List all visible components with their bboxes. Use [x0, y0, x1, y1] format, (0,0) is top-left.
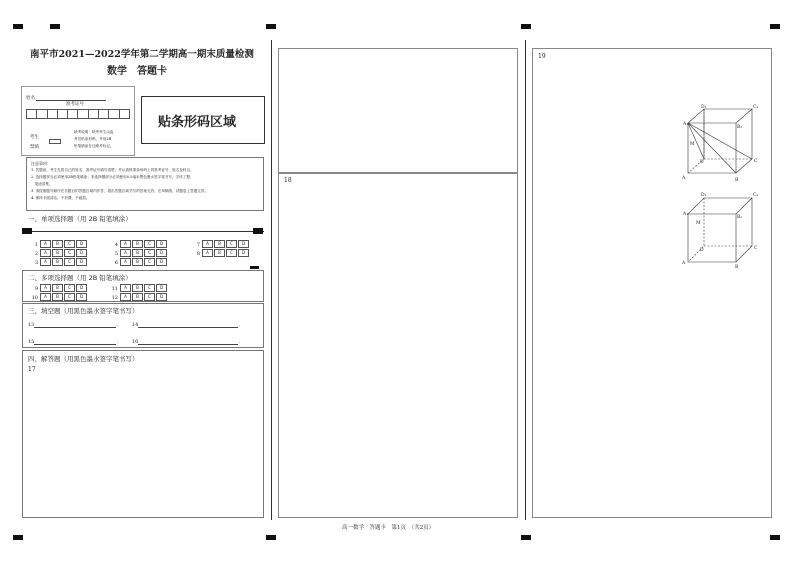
cube-figure-bottom	[680, 190, 770, 270]
name-label: 姓名	[26, 96, 35, 101]
choice-row[interactable]: 8 A B C D	[192, 249, 250, 257]
column-divider	[525, 40, 526, 520]
barcode-area: 贴条形码区域	[141, 96, 265, 144]
cube-label: D	[700, 248, 704, 253]
cube-label: A₁	[683, 212, 689, 217]
candidate-info-box	[21, 86, 135, 156]
notice-line: 笔迹清楚。	[31, 182, 53, 186]
alignment-mark	[266, 535, 276, 540]
notice-line: 1. 答题前，考生先将自己的姓名、准考证号填写清楚，并认真核准条形码上的准考证号、姓名及科目。	[31, 168, 194, 172]
notice-line: 2. 选择题部分必须使用2B铅笔填涂；非选择题部分必须使用0.5毫米黑色墨水签字笔书写，字体工整、	[31, 175, 194, 179]
question-number-17: 17	[28, 366, 36, 373]
blank-14[interactable]: 14 .	[132, 322, 240, 328]
absent-mark-box[interactable]	[49, 139, 61, 144]
blank-13[interactable]: 13 .	[28, 322, 118, 328]
section-title-single: 一、单项选择题（用 2B 铅笔填涂）	[28, 215, 132, 223]
section-rule	[22, 231, 264, 232]
fill-note-line: 考员贴条形码，并用2B	[74, 137, 112, 141]
cube-label: D₁	[701, 193, 707, 198]
alignment-mark	[770, 24, 780, 29]
candidate-label-2: 禁填	[30, 145, 39, 150]
choice-row[interactable]: 12 A B C D	[110, 293, 168, 301]
exam-no-grid[interactable]	[26, 109, 130, 119]
notice-title: 注意事项：	[31, 161, 51, 166]
cube-label: M	[696, 221, 701, 226]
answer-area-17[interactable]	[22, 350, 264, 518]
section-title-fill: 三、填空题（用黑色墨水签字笔书写）	[28, 307, 139, 315]
notice-box	[26, 157, 264, 211]
page-footer: 高一数学 答题卡 第1页 （共2页）	[342, 525, 435, 531]
timing-mark	[22, 228, 32, 234]
cube-label: D	[700, 160, 704, 165]
alignment-mark	[13, 24, 23, 29]
choice-row[interactable]: 4 A B C D	[110, 240, 168, 248]
answer-area-18[interactable]	[278, 173, 518, 518]
cube-label: C₁	[753, 105, 759, 110]
timing-mark	[250, 266, 259, 269]
cube-label: A₁	[683, 122, 689, 127]
choice-row[interactable]: 2 A B C D	[30, 249, 88, 257]
cube-label: A	[682, 261, 686, 266]
cube-figure-top	[680, 103, 770, 183]
blank-15[interactable]: 15 .	[28, 339, 118, 345]
section-title-solve: 四、解答题（用黑色墨水签字笔书写）	[28, 355, 139, 363]
alignment-mark	[770, 535, 780, 540]
question-number-18: 18	[284, 177, 292, 184]
name-field[interactable]	[36, 94, 106, 101]
notice-line: 4. 保持卡面清洁，不折叠，不破损。	[31, 196, 90, 200]
choice-row[interactable]: 6 A B C D	[110, 258, 168, 266]
alignment-mark	[266, 24, 276, 29]
alignment-mark	[521, 535, 531, 540]
column-divider	[271, 40, 272, 520]
cube-label: B	[735, 265, 739, 270]
fill-note-line: 铅笔填涂在边缘考标记。	[74, 144, 114, 148]
choice-row[interactable]: 10 A B C D	[30, 293, 88, 301]
alignment-mark	[521, 24, 531, 29]
cube-label: A	[682, 176, 686, 181]
cube-label: C₁	[753, 193, 759, 198]
choice-row[interactable]: 7 A B C D	[192, 240, 250, 248]
cube-label: M	[690, 142, 695, 147]
cube-label: B	[735, 178, 739, 183]
choice-row[interactable]: 5 A B C D	[110, 249, 168, 257]
choice-row[interactable]: 1 A B C D	[30, 240, 88, 248]
cube-label: B₁	[737, 215, 743, 220]
question-number-19: 19	[538, 53, 546, 60]
cube-label: D₁	[701, 105, 707, 110]
alignment-mark	[13, 535, 23, 540]
blank-16[interactable]: 16 .	[132, 339, 240, 345]
choice-row[interactable]: 11 A B C D	[110, 284, 168, 292]
cube-label: B₁	[737, 125, 743, 130]
page-title: 南平市2021—2022学年第二学期高一期末质量检测	[30, 49, 254, 60]
fill-note-line: 缺考说明：缺考考生由监	[74, 130, 114, 134]
notice-line: 3. 请按照题号顺序在各题目的答题区域内作答，超出答题区域书写的答案无效；在草稿纸、试题卷上答题无效。	[31, 189, 209, 193]
candidate-label: 考生	[30, 135, 39, 140]
section-title-multi: 二、多项选择题（用 2B 铅笔填涂）	[28, 274, 132, 282]
choice-row[interactable]: 9 A B C D	[30, 284, 88, 292]
cube-label: C	[754, 246, 758, 251]
choice-row[interactable]: 3 A B C D	[30, 258, 88, 266]
cube-label: C	[754, 159, 758, 164]
page-subtitle: 数学 答题卡	[107, 66, 167, 77]
exam-no-label: 准考证号	[66, 102, 84, 107]
alignment-mark	[50, 24, 60, 29]
timing-mark	[253, 228, 263, 234]
answer-area-blank[interactable]	[278, 48, 518, 173]
